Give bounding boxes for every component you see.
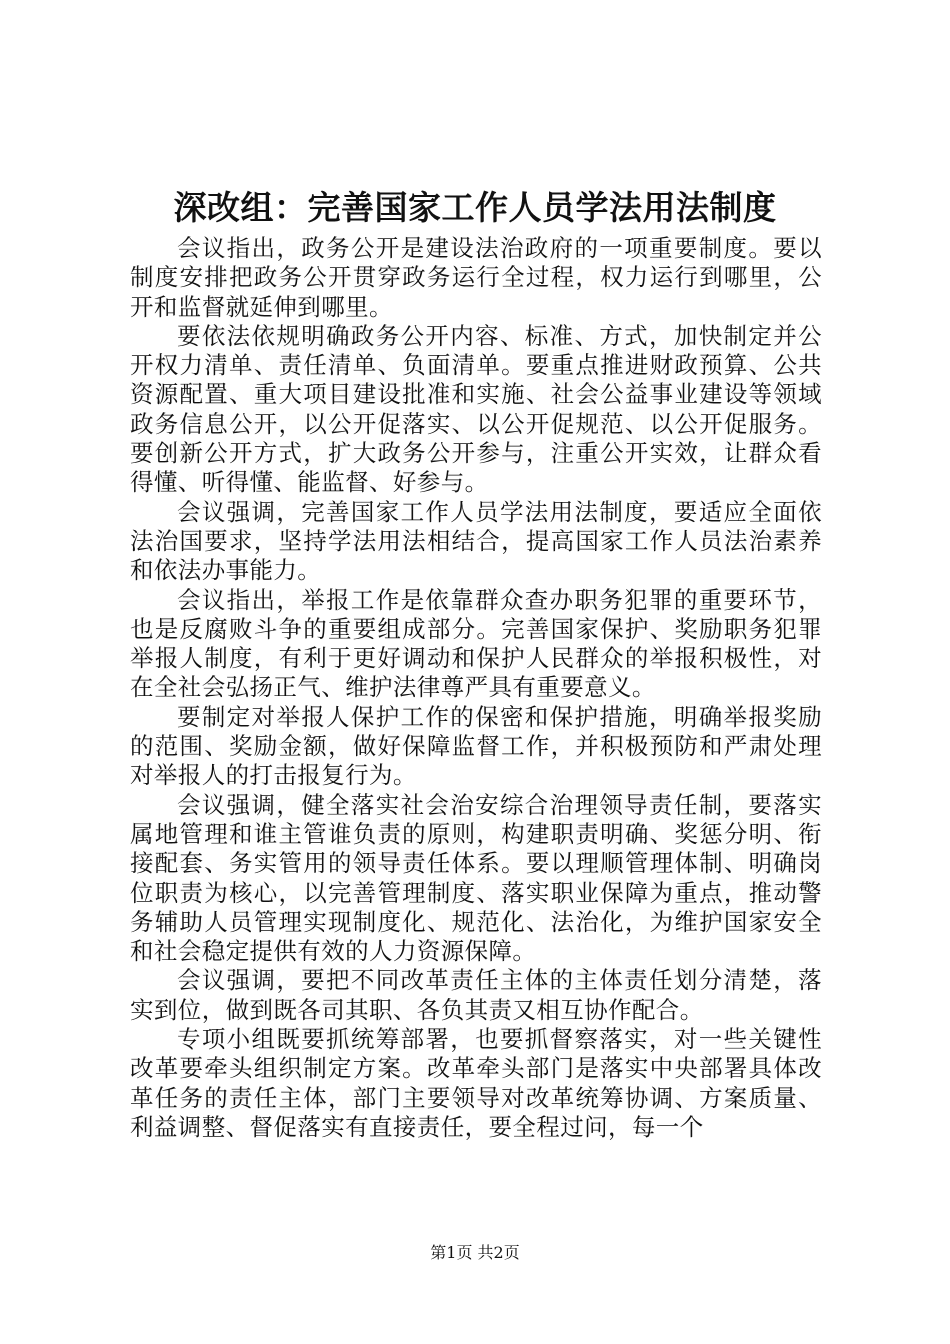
page-footer: 第1页 共2页: [430, 1243, 520, 1262]
document-body: [130, 234, 822, 1142]
paragraph: 会议强调，完善国家工作人员学法用法制度，要适应全面依法治国要求，坚持学法用法相结合，提高国家工作人员法治素养和依法办事能力。: [130, 497, 822, 585]
paragraph: 会议强调，要把不同改革责任主体的主体责任划分清楚，落实到位，做到既各司其职、各负其责又相互协作配合。: [130, 966, 822, 1024]
document-title: 深改组：完善国家工作人员学法用法制度: [173, 188, 777, 227]
paragraph: 专项小组既要抓统筹部署，也要抓督察落实，对一些关键性改革要牵头组织制定方案。改革牵头部门是落实中央部署具体改革任务的责任主体，部门主要领导对改革统筹协调、方案质量、利益调整、督促落实有直接责任，要全程过问，每一个: [130, 1025, 822, 1141]
paragraph: 要依法依规明确政务公开内容、标准、方式，加快制定并公开权力清单、责任清单、负面清单。要重点推进财政预算、公共资源配置、重大项目建设批准和实施、社会公益事业建设等领域政务信息公开，以公开促落实、以公开促规范、以公开促服务。要创新公开方式，扩大政务公开参与，注重公开实效，让群众看得懂、听得懂、能监督、好参与。: [130, 321, 822, 497]
paragraph: 会议强调，健全落实社会治安综合治理领导责任制，要落实属地管理和谁主管谁负责的原则，构建职责明确、奖惩分明、衔接配套、务实管用的领导责任体系。要以理顺管理体制、明确岗位职责为核心，以完善管理制度、落实职业保障为重点，推动警务辅助人员管理实现制度化、规范化、法治化，为维护国家安全和社会稳定提供有效的人力资源保障。: [130, 790, 822, 966]
paragraph: 会议指出，政务公开是建设法治政府的一项重要制度。要以制度安排把政务公开贯穿政务运行全过程，权力运行到哪里，公开和监督就延伸到哪里。: [130, 234, 822, 321]
paragraph: 要制定对举报人保护工作的保密和保护措施，明确举报奖励的范围、奖励金额，做好保障监督工作，并积极预防和严肃处理对举报人的打击报复行为。: [130, 702, 822, 790]
paragraph: 会议指出，举报工作是依靠群众查办职务犯罪的重要环节，也是反腐败斗争的重要组成部分。完善国家保护、奖励职务犯罪举报人制度，有利于更好调动和保护人民群众的举报积极性，对在全社会弘扬正气、维护法律尊严具有重要意义。: [130, 585, 822, 702]
